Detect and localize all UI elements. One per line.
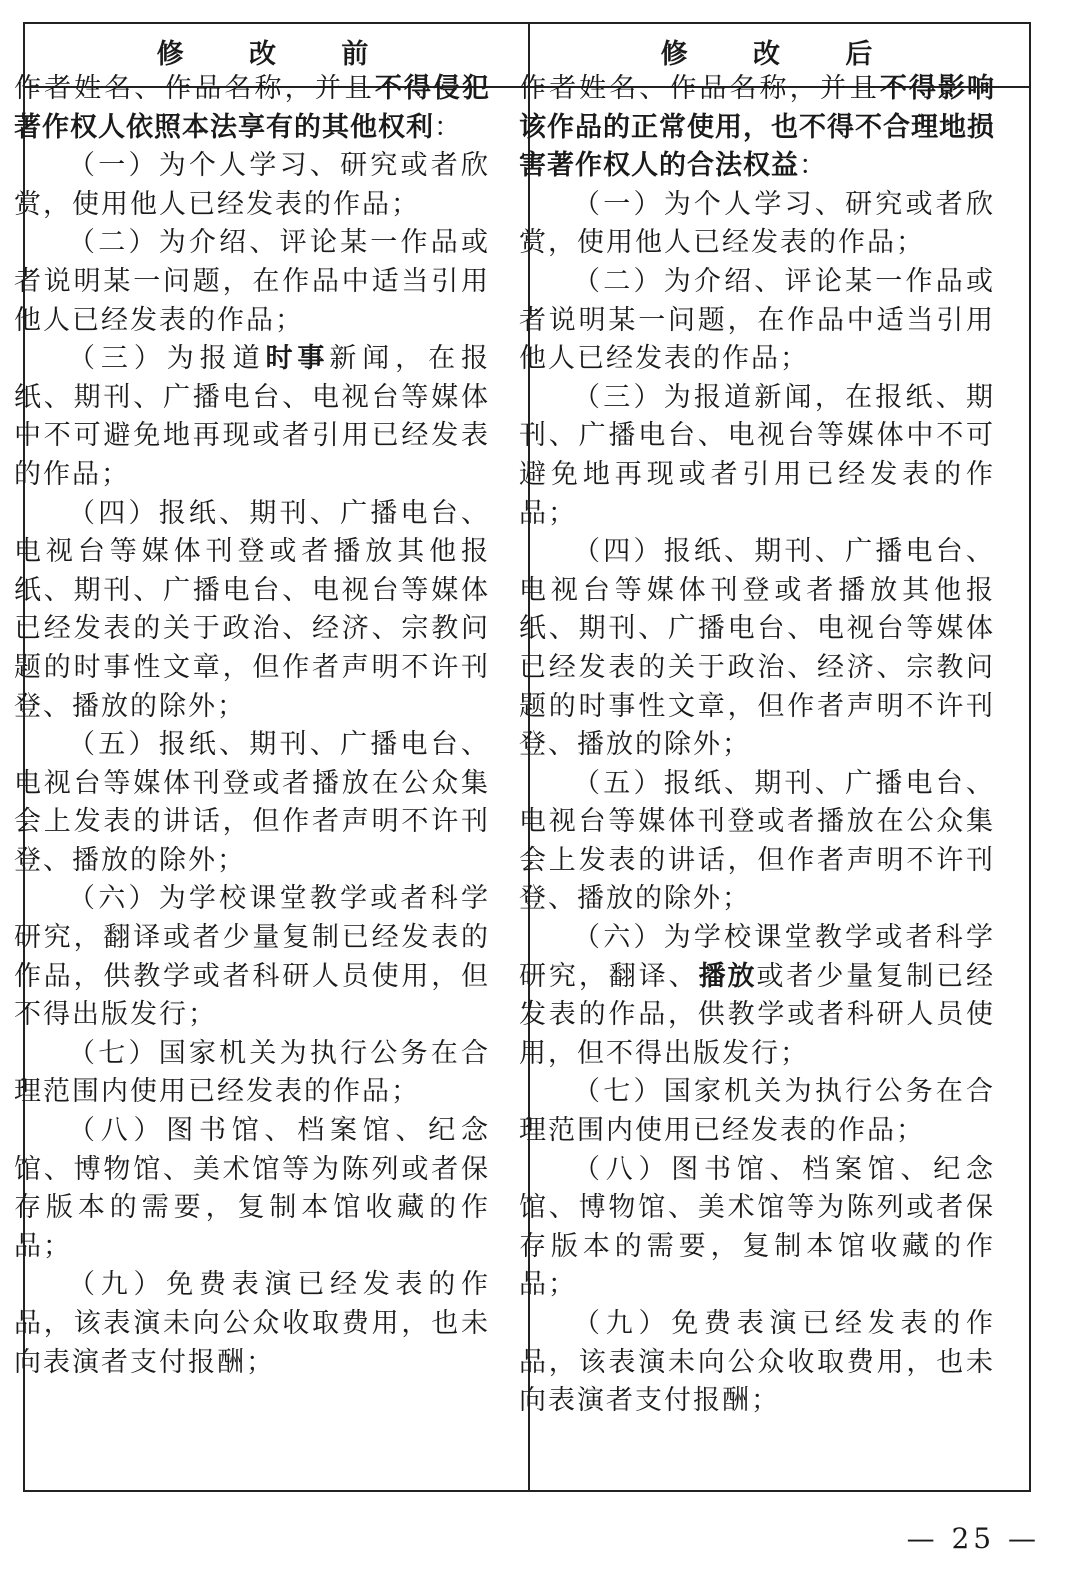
after-lead-tail: ：: [799, 150, 828, 182]
before-item-3-bold: 时事: [265, 343, 330, 375]
before-column: [14, 70, 490, 1382]
after-item-9: （九）免费表演已经发表的作品，该表演未向公众收取费用，也未向表演者支付报酬；: [519, 1308, 995, 1417]
after-item-6-pre: （六）为学校课堂教学或者科学研究，翻译、: [519, 922, 995, 992]
after-item-3: （三）为报道新闻，在报纸、期刊、广播电台、电视台等媒体中不可避免地再现或者引用已经发表的作品；: [519, 381, 995, 529]
page-number: — 25 —: [906, 1522, 1040, 1555]
after-lead-text: 作者姓名、作品名称，并且: [519, 73, 880, 104]
before-lead-bold: 不得侵犯著作权人依照本法享有的其他权利: [14, 73, 491, 143]
before-lead-tail: ：: [434, 111, 463, 143]
after-item-5: （五）报纸、期刊、广播电台、电视台等媒体刊登或者播放在公众集会上发表的讲话，但作者声明不许刊登、播放的除外；: [519, 767, 995, 915]
after-item-6-post: 或者少量复制已经发表的作品，供教学或者科研人员使用，但不得出版发行；: [519, 960, 996, 1069]
header-before: 修 改 前: [156, 39, 397, 70]
before-item-1: （一）为个人学习、研究或者欣赏，使用他人已经发表的作品；: [14, 150, 490, 220]
after-item-6-bold: 播放: [698, 960, 757, 992]
before-item-9: （九）免费表演已经发表的作品，该表演未向公众收取费用，也未向表演者支付报酬；: [14, 1269, 490, 1378]
before-item-4: （四）报纸、期刊、广播电台、电视台等媒体刊登或者播放其他报纸、期刊、广播电台、电视台等媒体已经发表的关于政治、经济、宗教问题的时事性文章，但作者声明不许刊登、播放的除外；: [14, 497, 490, 722]
before-item-3: [14, 340, 490, 494]
after-item-4: （四）报纸、期刊、广播电台、电视台等媒体刊登或者播放其他报纸、期刊、广播电台、电视台等媒体已经发表的关于政治、经济、宗教问题的时事性文章，但作者声明不许刊登、播放的除外；: [519, 536, 995, 761]
before-item-3-post: 新闻，在报纸、期刊、广播电台、电视台等媒体中不可避免地再现或者引用已经发表的作品；: [14, 343, 491, 490]
header-after: 修 改 后: [660, 39, 901, 70]
after-item-6: [519, 919, 995, 1073]
before-item-3-pre: （三）为报道: [68, 343, 266, 375]
after-lead-bold: 不得影响该作品的正常使用，也不得不合理地损害著作权人的合法权益: [519, 73, 996, 182]
after-item-2: （二）为介绍、评论某一作品或者说明某一问题，在作品中适当引用他人已经发表的作品；: [519, 265, 995, 375]
after-column: [519, 70, 995, 1421]
after-item-7: （七）国家机关为执行公务在合理范围内使用已经发表的作品；: [519, 1076, 995, 1147]
after-item-8: （八）图书馆、档案馆、纪念馆、博物馆、美术馆等为陈列或者保存版本的需要，复制本馆收藏的作品；: [519, 1153, 995, 1301]
before-item-8: （八）图书馆、档案馆、纪念馆、博物馆、美术馆等为陈列或者保存版本的需要，复制本馆收藏的作品；: [14, 1115, 490, 1262]
after-item-1: （一）为个人学习、研究或者欣赏，使用他人已经发表的作品；: [519, 188, 995, 259]
before-lead-text: 作者姓名、作品名称，并且: [14, 73, 375, 104]
after-lead-paragraph: [519, 70, 995, 186]
before-item-7: （七）国家机关为执行公务在合理范围内使用已经发表的作品；: [14, 1037, 490, 1108]
before-item-6: （六）为学校课堂教学或者科学研究，翻译或者少量复制已经发表的作品，供教学或者科研人员使用，但不得出版发行；: [14, 883, 490, 1031]
before-item-5: （五）报纸、期刊、广播电台、电视台等媒体刊登或者播放在公众集会上发表的讲话，但作者声明不许刊登、播放的除外；: [14, 729, 490, 876]
before-lead-paragraph: [14, 70, 490, 147]
before-item-2: （二）为介绍、评论某一作品或者说明某一问题，在作品中适当引用他人已经发表的作品；: [14, 227, 490, 336]
